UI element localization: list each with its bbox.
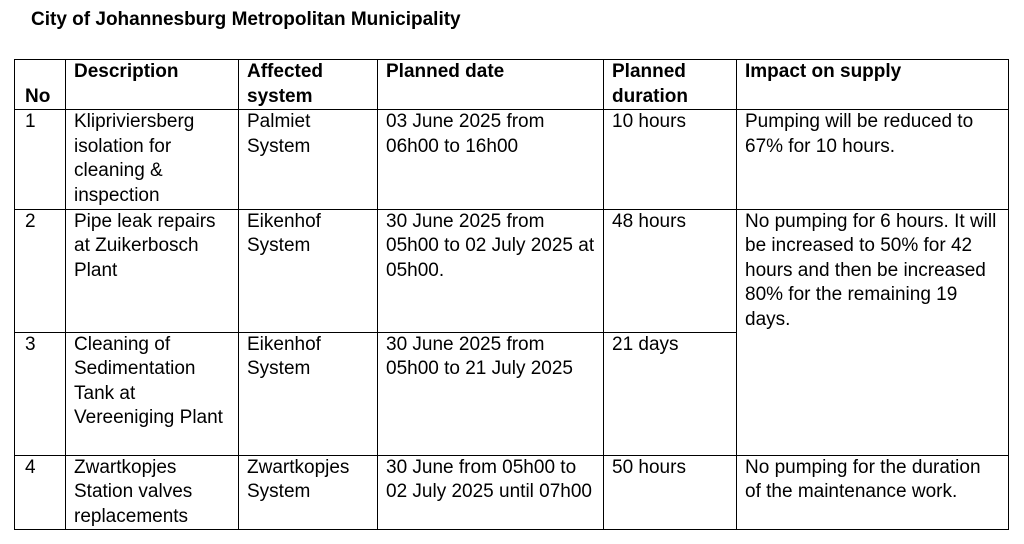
page-title: City of Johannesburg Metropolitan Municipality bbox=[31, 9, 461, 30]
table-header-row bbox=[15, 60, 1009, 110]
maintenance-schedule-table bbox=[14, 59, 1009, 530]
cell-description: Zwartkopjes Station valves replacements bbox=[66, 455, 239, 530]
header-impact: Impact on supply bbox=[737, 60, 1009, 110]
cell-affected-system: Zwartkopjes System bbox=[239, 455, 378, 530]
header-planned-date: Planned date bbox=[378, 60, 604, 110]
cell-impact-merged: No pumping for 6 hours. It will be increased to 50% for 42 hours and then be increased 80% for the remaining 19 days. bbox=[737, 209, 1009, 455]
header-affected-system: Affected system bbox=[239, 60, 378, 110]
header-planned-duration: Planned duration bbox=[604, 60, 737, 110]
cell-affected-system: Eikenhof System bbox=[239, 209, 378, 332]
cell-description: Cleaning of Sedimentation Tank at Vereeniging Plant bbox=[66, 332, 239, 455]
cell-planned-date: 30 June 2025 from 05h00 to 02 July 2025 at 05h00. bbox=[378, 209, 604, 332]
cell-no: 1 bbox=[15, 110, 66, 209]
cell-planned-date: 03 June 2025 from 06h00 to 16h00 bbox=[378, 110, 604, 209]
header-no: No bbox=[15, 60, 66, 110]
header-description: Description bbox=[66, 60, 239, 110]
cell-description: Pipe leak repairs at Zuikerbosch Plant bbox=[66, 209, 239, 332]
cell-planned-duration: 10 hours bbox=[604, 110, 737, 209]
cell-description: Klipriviersberg isolation for cleaning & inspection bbox=[66, 110, 239, 209]
table-row bbox=[15, 110, 1009, 209]
cell-affected-system: Eikenhof System bbox=[239, 332, 378, 455]
cell-planned-date: 30 June from 05h00 to 02 July 2025 until 07h00 bbox=[378, 455, 604, 530]
cell-no: 4 bbox=[15, 455, 66, 530]
cell-no: 3 bbox=[15, 332, 66, 455]
cell-planned-duration: 21 days bbox=[604, 332, 737, 455]
cell-planned-duration: 48 hours bbox=[604, 209, 737, 332]
table-row bbox=[15, 455, 1009, 530]
cell-planned-duration: 50 hours bbox=[604, 455, 737, 530]
cell-no: 2 bbox=[15, 209, 66, 332]
cell-impact: No pumping for the duration of the maintenance work. bbox=[737, 455, 1009, 530]
table-row bbox=[15, 209, 1009, 332]
cell-planned-date: 30 June 2025 from 05h00 to 21 July 2025 bbox=[378, 332, 604, 455]
cell-impact: Pumping will be reduced to 67% for 10 hours. bbox=[737, 110, 1009, 209]
cell-affected-system: Palmiet System bbox=[239, 110, 378, 209]
